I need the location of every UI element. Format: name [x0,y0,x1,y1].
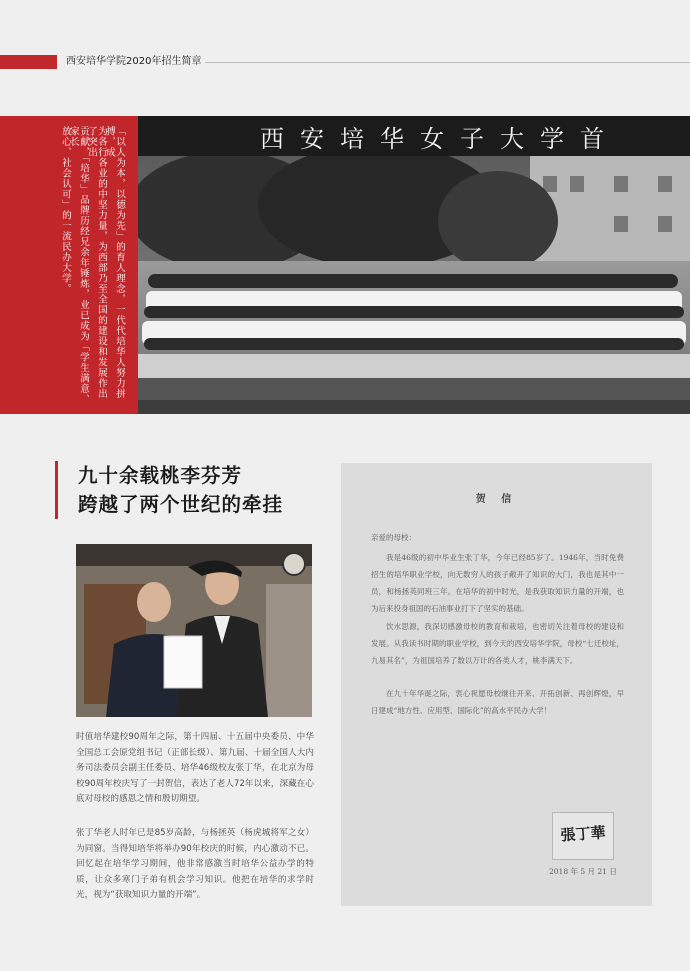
brochure-title: 西安培华学院2020年招生简章 [66,56,202,67]
mission-line-1: 「以人为本，以德为先」的育人理念，一代代培华人努力拼搏，成 [104,126,125,399]
header-accent-bar [0,55,57,69]
header-divider [205,62,690,63]
signature: 張丁華 [559,823,607,845]
headline-line-2: 跨越了两个世纪的牵挂 [78,493,284,516]
letter-paragraph-1: 我是46级的初中毕业生张丁华，今年已经85岁了。1946年，当时免费招生的培华职业学校，向无数穷人的孩子敞开了知识的大门，我也是其中一员，和杨拯英同班三年。在培华的初中时光，是我获取知识力量的开端，也为后来投身祖国的石油事业打下了坚实的基础。 [371,553,624,613]
letter-paragraph-3: 在九十年华诞之际，衷心祝愿母校继往开来、开拓创新、再创辉煌，早日建成“地方性、应用型、国际化”的高水平民办大学！ [371,689,624,715]
mission-panel [0,116,138,414]
mission-line-2: 为各行各业的中坚力量，为西部乃至全国的建设和发展作出了突出 [86,126,107,399]
photo-banner [138,116,690,156]
group-photo-image [138,116,690,414]
mission-line-3: 贡献，「培华」品牌历经兄余年锤炼，业已成为「学生满意、家长 [68,126,89,405]
letter-salutation: 亲爱的母校： [371,533,416,542]
article-paragraph-2: 张丁华老人时年已是85岁高龄，与杨拯英（杨虎城将军之女）为同窗。当得知培华将举办90年校庆的时候，内心激动不已。回忆起在培华学习期间，他非常感激当时培华公益办学的特质，让众多寒门子弟有机会学习知识。他把在培华的求学时光，视为“获取知识力量的开端”。 [76,828,314,900]
alumnus-photo [76,544,312,717]
letter-date: 2018 年 5 月 21 日 [549,867,617,876]
mission-line-4: 放心、社会认可」的一流民办大学。 [60,126,71,294]
signature-box [552,812,614,860]
historic-group-photo [138,116,690,414]
letter-title: 贺 信 [475,494,518,505]
letter-paragraph-2: 饮水思源，我深切感激母校的教育和栽培，也密切关注着母校的建设和发展。从我读书时期的职业学校，到今天的西安培华学院，母校“七迁校址，九易其名”，为祖国培养了数以万计的各类人才，桃李满天下。 [371,622,624,665]
photo-banner-text: 西安培华女子大学首 [260,124,620,153]
article-paragraph-1: 时值培华建校90周年之际，第十四届、十五届中央委员、中华全国总工会原党组书记（正部长级）、第九届、十届全国人大内务司法委员会副主任委员、培华46级校友张丁华，在北京为母校90周年校庆写了一封贺信，表达了老人72年以来，深藏在心底对母校的感恩之情和殷切期望。 [76,732,314,804]
alumnus-photo-image [76,544,312,717]
headline-line-1: 九十余载桃李芬芳 [78,464,243,487]
article-headline [55,461,283,519]
congratulatory-letter [341,463,652,906]
